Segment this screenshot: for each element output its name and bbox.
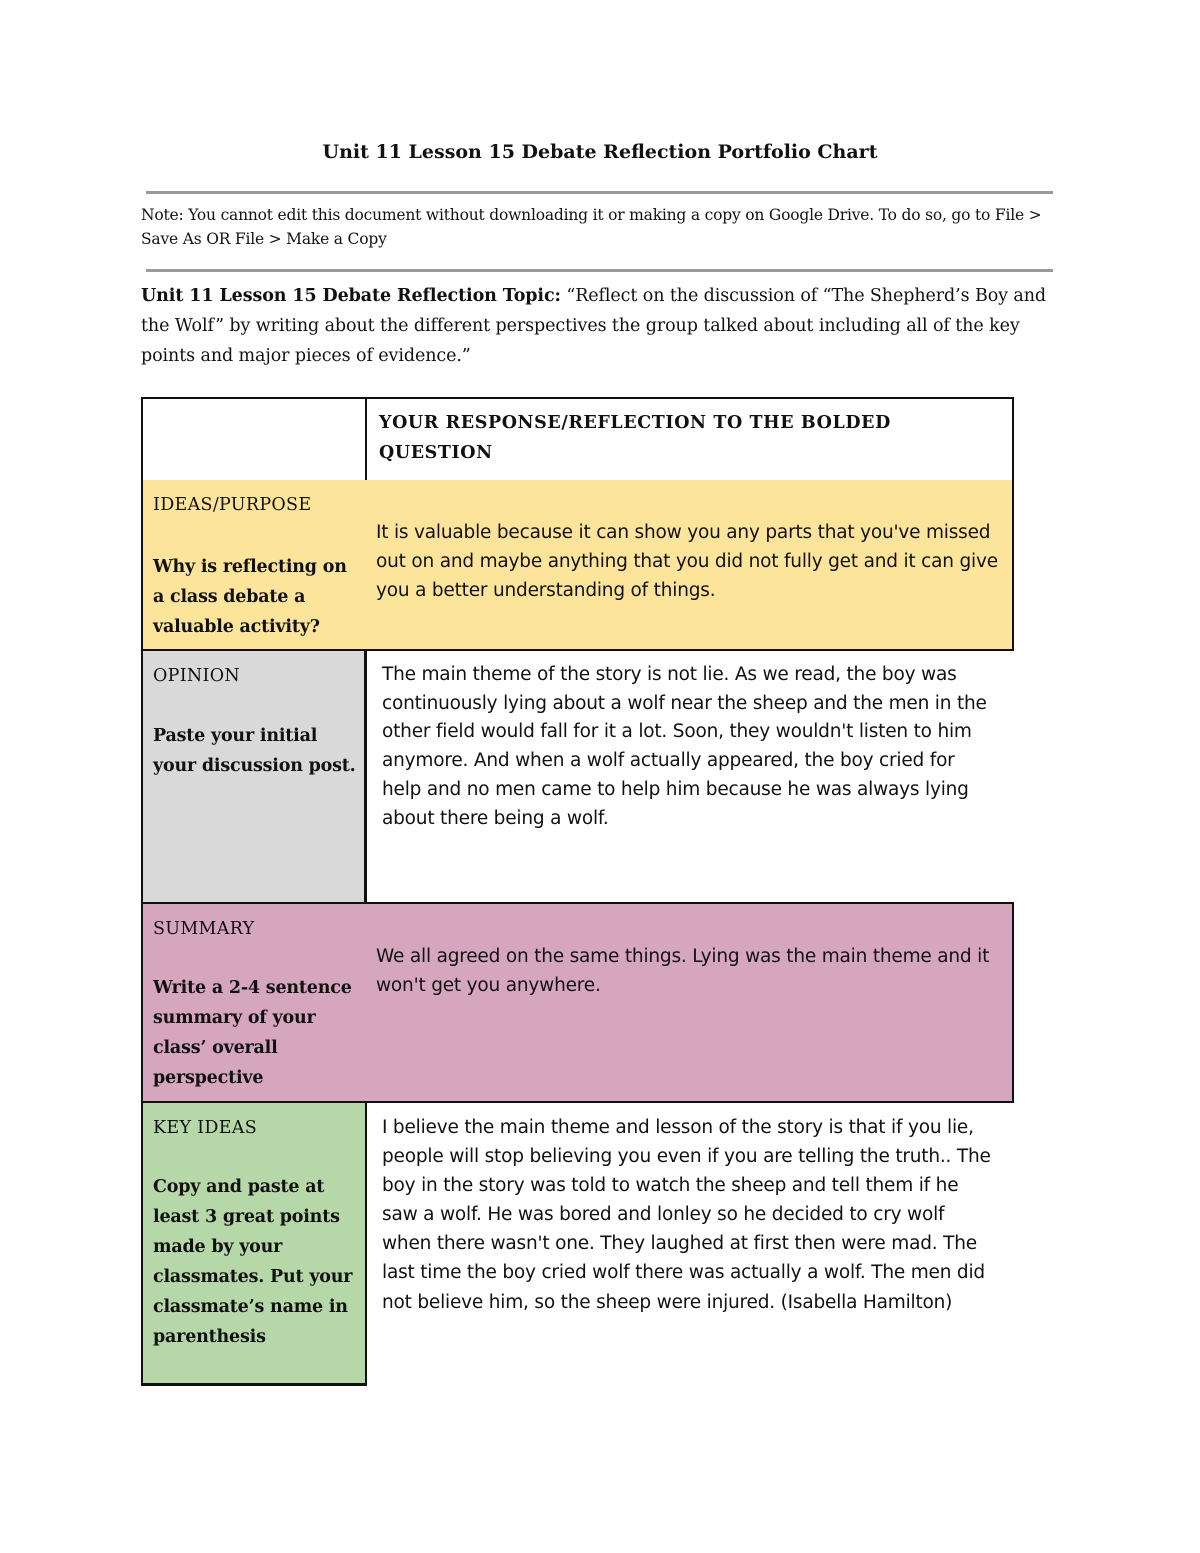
row-question: Write a 2-4 sentence summary of your class’ overall perspective <box>153 978 352 1088</box>
page-title: Unit 11 Lesson 15 Debate Reflection Portfolio Chart <box>322 141 878 163</box>
row-opinion-label-cell <box>141 649 367 904</box>
debate-topic <box>141 281 1056 371</box>
header-response-cell <box>365 397 1014 482</box>
row-question: Why is reflecting on a class debate a valuable activity? <box>153 557 347 637</box>
row-label: IDEAS/PURPOSE <box>153 495 312 515</box>
divider-top <box>146 191 1053 194</box>
row-label: OPINION <box>153 666 241 686</box>
row-key-ideas-label-cell <box>141 1101 367 1386</box>
row-response: We all agreed on the same things. Lying was the main theme and it won't get you anywhere. <box>376 946 990 996</box>
row-summary-response-cell <box>365 902 1014 1103</box>
row-response: The main theme of the story is not lie. As we read, the boy was continuously lying about a wolf near the sheep and the men in the other field would fall for it a lot. Soon, they wouldn't listen to him anymore. And when a wolf actually appeared, the boy cried for help and no men came to help him because he was always lying about there being a wolf. <box>382 664 987 829</box>
row-key-ideas-response-cell <box>367 1103 1014 1386</box>
header-empty-cell <box>141 397 367 482</box>
row-summary-label-cell <box>141 902 367 1103</box>
row-question: Copy and paste at least 3 great points made by your classmates. Put your classmate’s name in parenthesis <box>153 1177 353 1347</box>
topic-label: Unit 11 Lesson 15 Debate Reflection Topic: <box>141 286 561 306</box>
row-ideas-purpose-label-cell <box>141 480 367 651</box>
row-response: It is valuable because it can show you any parts that you've missed out on and maybe anything that you did not fully get and it can give you a better understanding of things. <box>376 522 998 601</box>
row-label: KEY IDEAS <box>153 1118 258 1138</box>
topic-text: “Reflect on the discussion of “The Shepherd’s Boy and the Wolf” by writing about the different perspectives the group talked about including all of the key points and major pieces of evidence.” <box>141 286 1046 366</box>
table-header: YOUR RESPONSE/REFLECTION TO THE BOLDED QUESTION <box>379 413 891 463</box>
row-question: Paste your initial your discussion post. <box>153 726 356 776</box>
row-opinion-response-cell <box>367 651 1014 904</box>
edit-note: Note: You cannot edit this document without downloading it or making a copy on Google Drive. To do so, go to File > Save As OR File > Make a Copy <box>141 206 1042 248</box>
divider-bottom <box>146 269 1053 272</box>
row-response: I believe the main theme and lesson of the story is that if you lie, people will stop believing you even if you are telling the truth.. The boy in the story was told to watch the sheep and tell them if he saw a wolf. He was bored and lonley so he decided to cry wolf when there wasn't one. They laughed at first then were mad. The last time the boy cried wolf there was actually a wolf. The men did not believe him, so the sheep were injured. (Isabella Hamilton) <box>382 1117 991 1313</box>
row-ideas-purpose-response-cell <box>365 480 1014 651</box>
row-label: SUMMARY <box>153 919 255 939</box>
